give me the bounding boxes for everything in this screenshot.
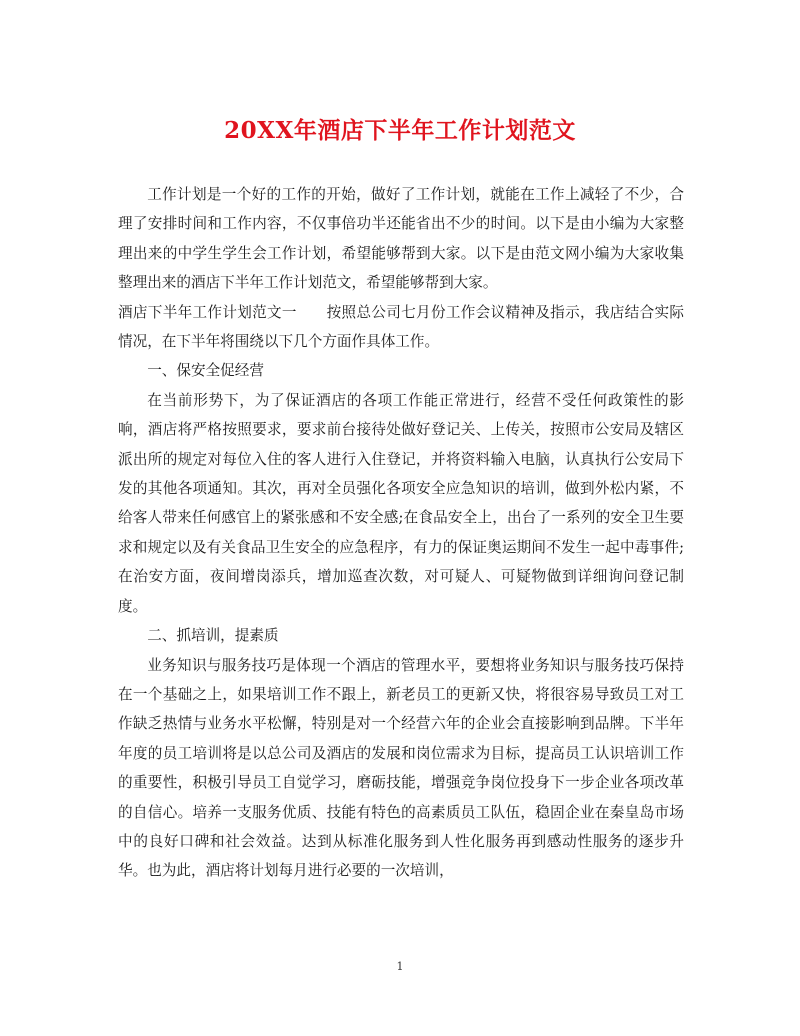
sample-intro-paragraph: 酒店下半年工作计划范文一 按照总公司七月份工作会议精神及指示，我店结合实际情况，在下半年将围绕以下几个方面作具体工作。 xyxy=(118,303,684,351)
intro-paragraph: 工作计划是一个好的工作的开始，做好了工作计划，就能在工作上减轻了不少，合理了安排时间和工作内容，不仅事倍功半还能省出不少的时间。以下是由小编为大家整理出来的中学生学生会工作计划，希望能够帮到大家。以下是由范文网小编为大家收集整理出来的酒店下半年工作计划范文，希望能够帮到大家。 xyxy=(118,186,684,292)
section-paragraph-safety: 在当前形势下，为了保证酒店的各项工作能正常进行，经营不受任何政策性的影响，酒店将严格按照要求，要求前台接待处做好登记关、上传关，按照市公安局及辖区派出所的规定对每位入住的客人进行入住登记，并将资料输入电脑，认真执行公安局下发的其他各项通知。其次，再对全员强化各项安全应急知识的培训，做到外松内紧，不给客人带来任何感官上的紧张感和不安全感;在食品安全上，出台了一系列的安全卫生要求和规定以及有关食品卫生安全的应急程序，有力的保证奥运期间不发生一起中毒事件;在治安方面，夜间增岗添兵，增加巡查次数，对可疑人、可疑物做到详细询问登记制度。 xyxy=(118,391,684,615)
document-body xyxy=(118,180,684,886)
document-title: 20XX年酒店下半年工作计划范文 xyxy=(224,117,576,144)
section-paragraph-training: 业务知识与服务技巧是体现一个酒店的管理水平，要想将业务知识与服务技巧保持在一个基础之上，如果培训工作不跟上，新老员工的更新又快，将很容易导致员工对工作缺乏热情与业务水平松懈，特别是对一个经营六年的企业会直接影响到品牌。下半年年度的员工培训将是以总公司及酒店的发展和岗位需求为目标，提高员工认识培训工作的重要性，积极引导员工自觉学习，磨砺技能，增强竞争岗位投身下一步企业各项改革的自信心。培养一支服务优质、技能有特色的高素质员工队伍，稳固企业在秦皇岛市场中的良好口碑和社会效益。达到从标准化服务到人性化服务再到感动性服务的逐步升华。也为此，酒店将计划每月进行必要的一次培训， xyxy=(118,656,684,880)
page-number: 1 xyxy=(396,960,404,973)
section-heading-training: 二、抓培训，提素质 xyxy=(147,627,279,645)
section-heading-safety: 一、保安全促经营 xyxy=(147,362,264,380)
